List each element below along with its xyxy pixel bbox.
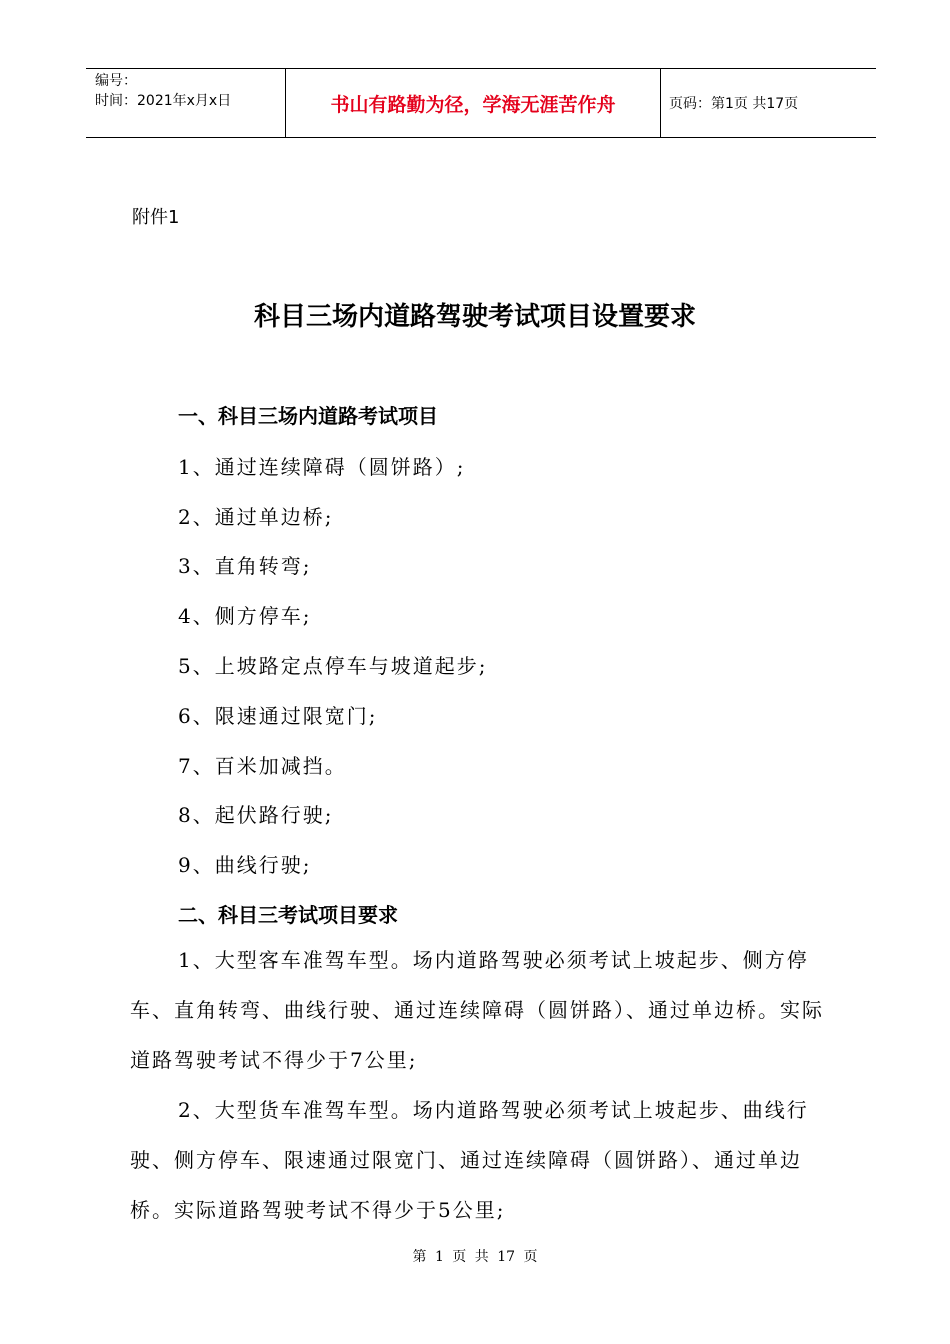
page-footer: 第 1 页 共 17 页 — [412, 1249, 538, 1265]
header-page-info: 页码：第1页 共17页 — [669, 96, 799, 112]
paragraph: 1、大型客车准驾车型。场内道路驾驶必须考试上坡起步、侧方停车、直角转弯、曲线行驶、通过连续障碍（圆饼路）、通过单边桥。实际道路驾驶考试不得少于7公里; — [130, 948, 824, 1072]
paragraph: 2、大型货车准驾车型。场内道路驾驶必须考试上坡起步、曲线行驶、侧方停车、限速通过限宽门、通过连续障碍（圆饼路）、通过单边桥。实际道路驾驶考试不得少于5公里; — [130, 1098, 809, 1222]
header-motto: 书山有路勤为径，学海无涯苦作舟 — [286, 69, 661, 137]
list-item: 9、曲线行驶; — [178, 853, 312, 877]
section-heading-2: 二、科目三考试项目要求 — [178, 903, 398, 927]
list-item: 6、限速通过限宽门; — [178, 704, 378, 728]
header-number-label: 编号： — [95, 73, 137, 89]
attachment-label: 附件1 — [132, 207, 180, 228]
header-meta — [86, 69, 286, 137]
list-item: 7、百米加减挡。 — [178, 754, 347, 778]
list-item: 1、通过连续障碍（圆饼路）; — [178, 455, 466, 479]
list-item: 4、侧方停车; — [178, 604, 312, 628]
list-item: 3、直角转弯; — [178, 554, 312, 578]
document-title: 科目三场内道路驾驶考试项目设置要求 — [253, 302, 696, 332]
page-header — [86, 68, 876, 138]
list-item: 2、通过单边桥; — [178, 505, 334, 529]
list-item: 8、起伏路行驶; — [178, 803, 334, 827]
header-time-label: 时间：2021年x月x日 — [95, 93, 232, 109]
section-heading-1: 一、科目三场内道路考试项目 — [178, 404, 438, 428]
list-item: 5、上坡路定点停车与坡道起步; — [178, 654, 488, 678]
